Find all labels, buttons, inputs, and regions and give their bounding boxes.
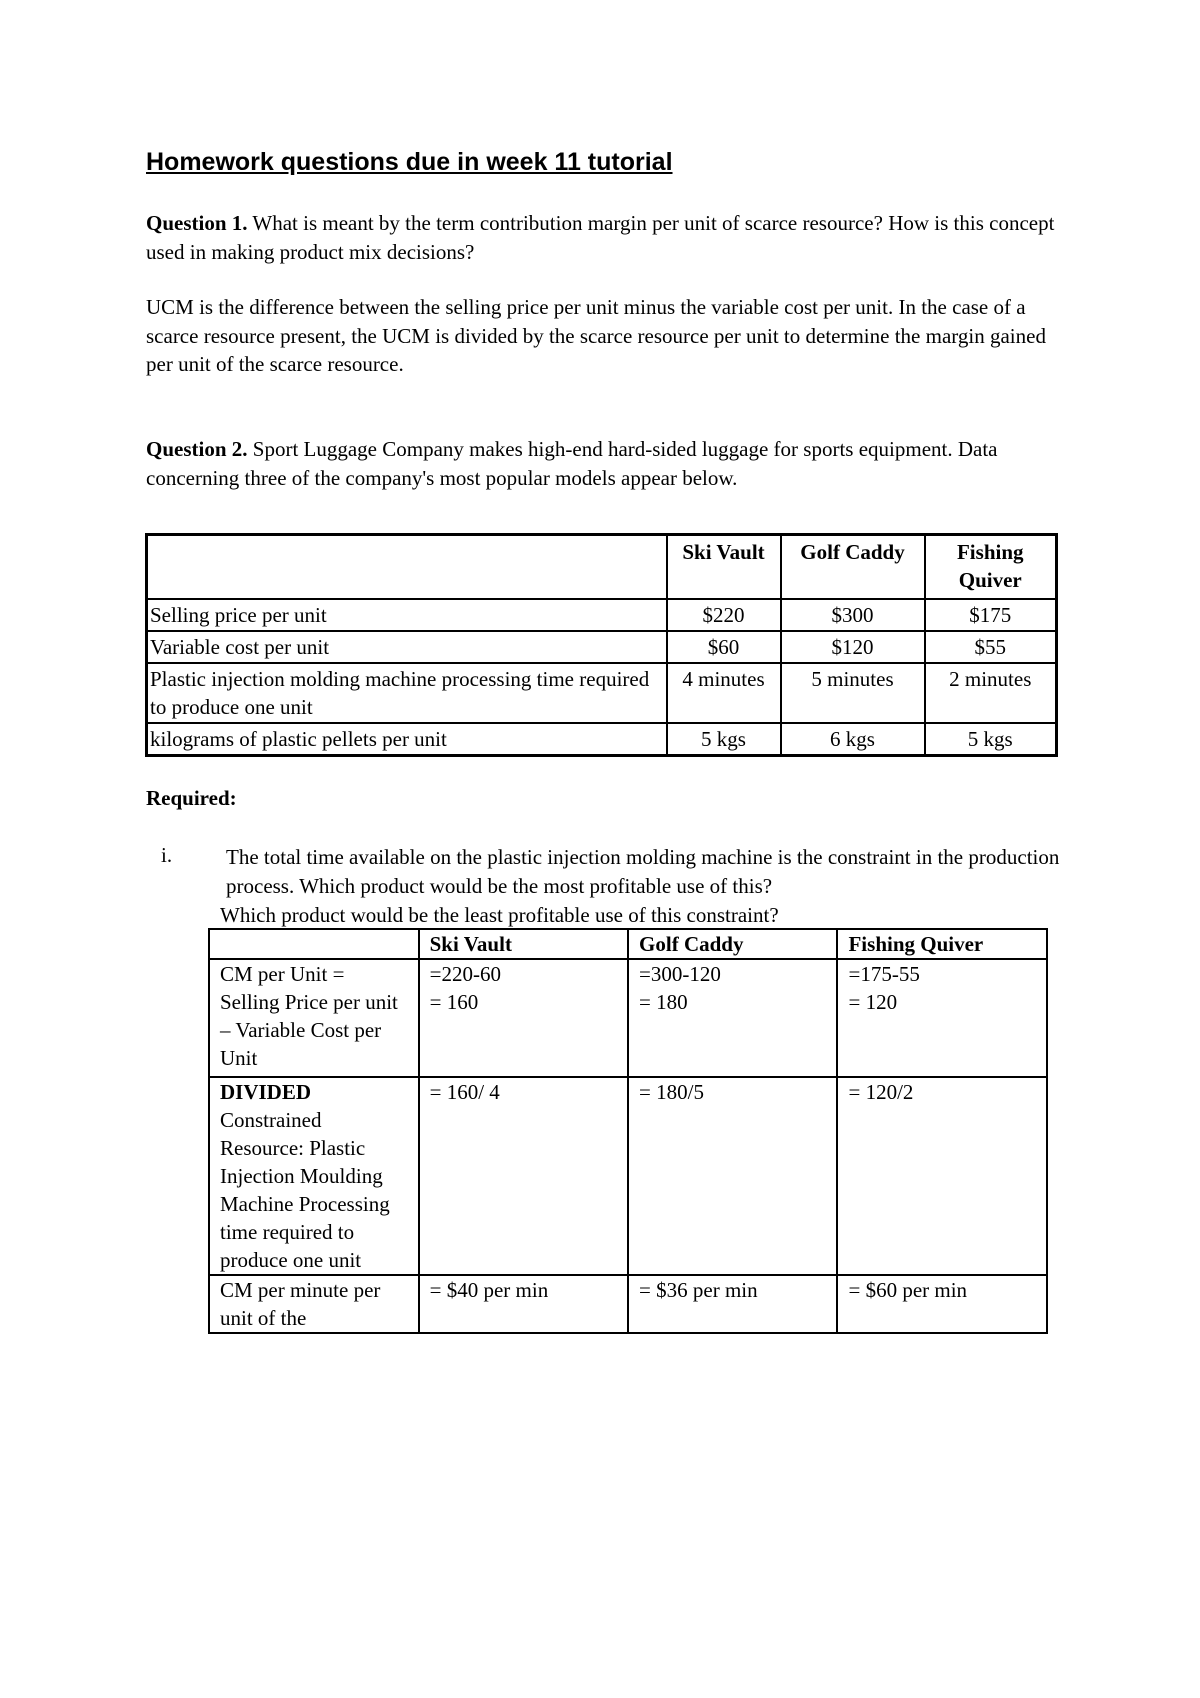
question-1-label: Question 1. bbox=[146, 211, 248, 235]
question-1-answer: UCM is the difference between the selling price per unit minus the variable cost per unit. In the case of a scarce resource present, the UCM is divided by the scarce resource per unit to determine the margin gained per unit of the scarce resource. bbox=[146, 295, 1046, 376]
question-2-label: Question 2. bbox=[146, 437, 248, 461]
table-header-row bbox=[209, 929, 1047, 959]
table-cell: = $60 per min bbox=[837, 1275, 1047, 1333]
table-header-cell bbox=[209, 929, 419, 959]
table-cell: = $40 per min bbox=[419, 1275, 628, 1333]
product-data-table bbox=[145, 533, 1058, 757]
table-cell: = 160/ 4 bbox=[419, 1077, 628, 1275]
cell-line: =175-55 bbox=[848, 962, 920, 986]
table-header-cell: Fishing Quiver bbox=[837, 929, 1047, 959]
table-cell: CM per Unit = Selling Price per unit – Variable Cost per Unit bbox=[209, 959, 419, 1077]
table-cell: = $36 per min bbox=[628, 1275, 837, 1333]
table-cell: Variable cost per unit bbox=[147, 631, 667, 663]
table-header-row bbox=[147, 535, 1057, 600]
table-cell bbox=[209, 1077, 419, 1275]
table-cell: $175 bbox=[925, 599, 1057, 631]
table-row bbox=[147, 631, 1057, 663]
table-header-cell: Ski Vault bbox=[667, 535, 781, 600]
table-cell: 5 minutes bbox=[781, 663, 925, 723]
table-cell: Plastic injection molding machine processing time required to produce one unit bbox=[147, 663, 667, 723]
table-cell: 5 kgs bbox=[925, 723, 1057, 756]
table-cell: = 120/2 bbox=[837, 1077, 1047, 1275]
table-cell: = 180/5 bbox=[628, 1077, 837, 1275]
constraint-label: Constrained Resource: Plastic Injection Moulding Machine Processing time required to produce one unit bbox=[220, 1108, 390, 1272]
list-item-number: i. bbox=[161, 843, 173, 867]
table-cell: 5 kgs bbox=[667, 723, 781, 756]
table-cell: $60 bbox=[667, 631, 781, 663]
cell-line: =300-120 bbox=[639, 962, 721, 986]
table-cell: kilograms of plastic pellets per unit bbox=[147, 723, 667, 756]
table-cell bbox=[628, 959, 837, 1077]
table-header-cell: Golf Caddy bbox=[781, 535, 925, 600]
table-header-cell: Fishing Quiver bbox=[925, 535, 1057, 600]
list-item-text: The total time available on the plastic injection molding machine is the constraint in the production process. Which product would be the most profitable use of this? bbox=[226, 845, 1060, 898]
cell-line: = 120 bbox=[848, 990, 898, 1014]
question-2-text: Sport Luggage Company makes high-end hard-sided luggage for sports equipment. Data concerning three of the company's most popular models appear below. bbox=[146, 437, 998, 490]
cell-line: =220-60 bbox=[429, 962, 501, 986]
list-item-text-continued: Which product would be the least profitable use of this constraint? bbox=[220, 903, 779, 927]
table-cell: 4 minutes bbox=[667, 663, 781, 723]
table-cell: $220 bbox=[667, 599, 781, 631]
question-1-text: What is meant by the term contribution margin per unit of scarce resource? How is this concept used in making product mix decisions? bbox=[146, 211, 1055, 264]
table-cell: $55 bbox=[925, 631, 1057, 663]
table-row bbox=[147, 599, 1057, 631]
table-cell: 6 kgs bbox=[781, 723, 925, 756]
table-header-cell bbox=[147, 535, 667, 600]
table-row bbox=[209, 959, 1047, 1077]
table-header-cell: Ski Vault bbox=[419, 929, 628, 959]
table-cell bbox=[419, 959, 628, 1077]
table-row bbox=[147, 663, 1057, 723]
table-cell bbox=[837, 959, 1047, 1077]
divided-label: DIVIDED bbox=[220, 1080, 312, 1104]
table-row bbox=[209, 1077, 1047, 1275]
cm-calculation-table bbox=[208, 928, 1048, 1334]
table-cell: 2 minutes bbox=[925, 663, 1057, 723]
question-1 bbox=[146, 209, 1076, 266]
table-row bbox=[147, 723, 1057, 756]
table-cell: $120 bbox=[781, 631, 925, 663]
table-header-cell: Golf Caddy bbox=[628, 929, 837, 959]
cell-line: = 180 bbox=[639, 990, 688, 1014]
table-cell: Selling price per unit bbox=[147, 599, 667, 631]
page-title: Homework questions due in week 11 tutorial bbox=[146, 148, 673, 176]
cell-line: = 160 bbox=[429, 990, 479, 1014]
question-2 bbox=[146, 435, 1076, 492]
table-row bbox=[209, 1275, 1047, 1333]
table-cell: $300 bbox=[781, 599, 925, 631]
required-heading: Required: bbox=[146, 786, 237, 810]
table-cell: CM per minute per unit of the bbox=[209, 1275, 419, 1333]
